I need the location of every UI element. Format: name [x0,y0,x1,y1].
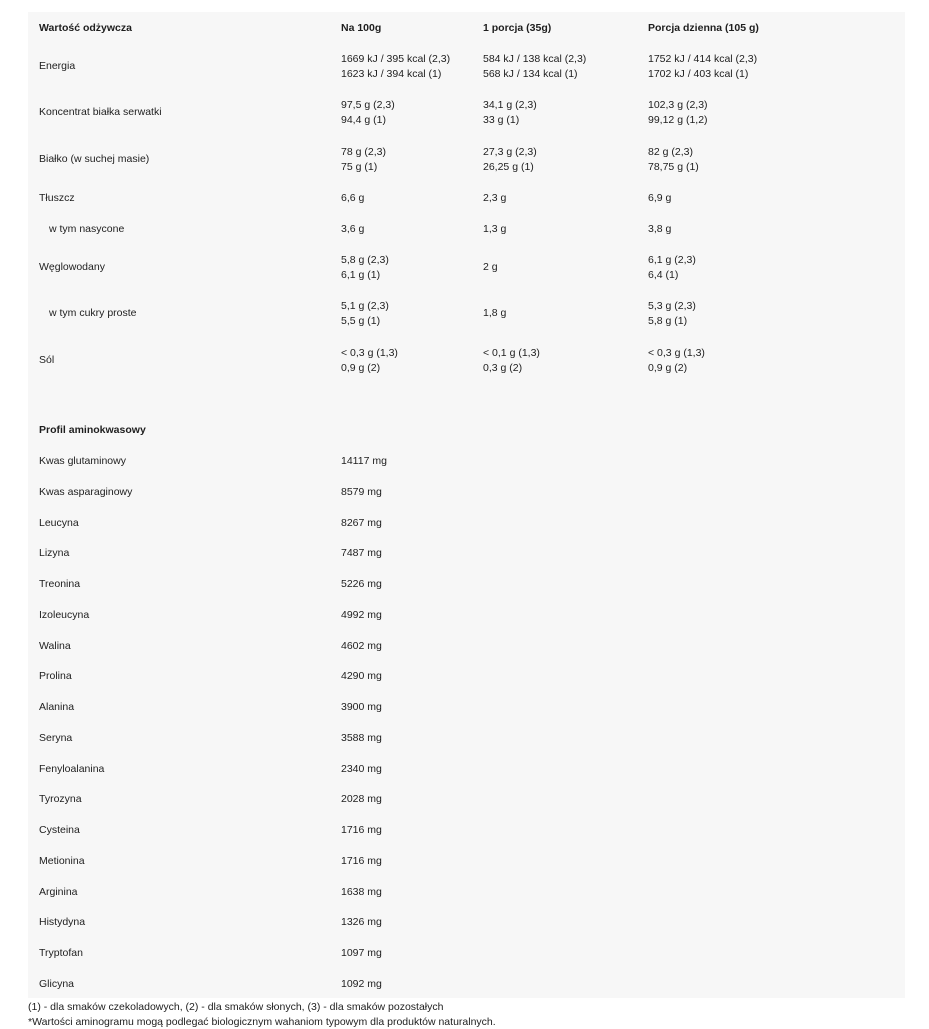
amino-title: Profil aminokwasowy [39,424,146,436]
daily-value-1: 1752 kJ / 414 kcal (2,3) [648,53,758,65]
amino-name: Histydyna [39,916,86,928]
row-label: Sól [39,354,55,366]
amino-value: 1092 mg [341,978,382,990]
per100-value-2: 5,5 g (1) [341,315,381,327]
amino-value: 7487 mg [341,547,382,559]
per100-value-1: 5,1 g (2,3) [341,300,389,312]
daily-value-2: 1702 kJ / 403 kcal (1) [648,68,749,80]
header-label: Wartość odżywcza [39,22,132,34]
amino-name: Lizyna [39,547,70,559]
portion-value-1: 27,3 g (2,3) [483,146,537,158]
daily-value-2: 0,9 g (2) [648,362,688,374]
amino-name: Tryptofan [39,947,83,959]
daily-value-1: 6,9 g [648,192,672,204]
per100-value-2: 94,4 g (1) [341,114,386,126]
amino-value: 2340 mg [341,763,382,775]
row-label: w tym cukry proste [49,307,137,319]
row-label: Białko (w suchej masie) [39,153,150,165]
amino-name: Treonina [39,578,81,590]
per100-value-2: 1623 kJ / 394 kcal (1) [341,68,442,80]
amino-value: 1326 mg [341,916,382,928]
amino-value: 4992 mg [341,609,382,621]
portion-value-1: 1,8 g [483,307,507,319]
row-label: Koncentrat białka serwatki [39,106,162,118]
row-label: w tym nasycone [49,223,125,235]
per100-value-1: 97,5 g (2,3) [341,99,395,111]
daily-value-2: 78,75 g (1) [648,161,699,173]
per100-value-1: 6,6 g [341,192,365,204]
row-label: Tłuszcz [39,192,75,204]
amino-name: Seryna [39,732,73,744]
portion-value-1: 1,3 g [483,223,507,235]
amino-name: Kwas glutaminowy [39,455,126,467]
amino-value: 1097 mg [341,947,382,959]
portion-value-2: 568 kJ / 134 kcal (1) [483,68,578,80]
amino-name: Cysteina [39,824,80,836]
portion-value-1: 2,3 g [483,192,507,204]
daily-value-1: 5,3 g (2,3) [648,300,696,312]
amino-name: Prolina [39,670,72,682]
amino-value: 3588 mg [341,732,382,744]
amino-name: Izoleucyna [39,609,90,621]
amino-value: 3900 mg [341,701,382,713]
amino-name: Arginina [39,886,78,898]
row-label: Energia [39,60,76,72]
per100-value-1: < 0,3 g (1,3) [341,347,398,359]
nutrition-panel [28,12,905,998]
amino-value: 14117 mg [341,455,387,467]
amino-name: Metionina [39,855,85,867]
daily-value-2: 6,4 (1) [648,269,679,281]
daily-value-2: 5,8 g (1) [648,315,688,327]
daily-value-1: 102,3 g (2,3) [648,99,708,111]
portion-value-1: 2 g [483,261,498,273]
row-label: Węglowodany [39,261,105,273]
amino-name: Fenyloalanina [39,763,105,775]
amino-name: Leucyna [39,517,79,529]
daily-value-1: 3,8 g [648,223,672,235]
header-daily: Porcja dzienna (105 g) [648,22,759,34]
portion-value-1: < 0,1 g (1,3) [483,347,540,359]
amino-value: 1716 mg [341,855,382,867]
header-per100: Na 100g [341,22,382,34]
amino-value: 8579 mg [341,486,382,498]
amino-name: Glicyna [39,978,75,990]
portion-value-2: 0,3 g (2) [483,362,523,374]
amino-value: 4290 mg [341,670,382,682]
amino-name: Walina [39,640,71,652]
per100-value-1: 78 g (2,3) [341,146,386,158]
amino-value: 4602 mg [341,640,382,652]
per100-value-1: 1669 kJ / 395 kcal (2,3) [341,53,451,65]
portion-value-2: 33 g (1) [483,114,520,126]
amino-name: Tyrozyna [39,793,82,805]
per100-value-2: 0,9 g (2) [341,362,381,374]
amino-value: 2028 mg [341,793,382,805]
amino-value: 1716 mg [341,824,382,836]
daily-value-2: 99,12 g (1,2) [648,114,708,126]
amino-value: 1638 mg [341,886,382,898]
per100-value-1: 3,6 g [341,223,365,235]
per100-value-1: 5,8 g (2,3) [341,254,389,266]
amino-name: Alanina [39,701,75,713]
portion-value-1: 584 kJ / 138 kcal (2,3) [483,53,587,65]
per100-value-2: 75 g (1) [341,161,378,173]
daily-value-1: 82 g (2,3) [648,146,693,158]
header-portion: 1 porcja (35g) [483,22,552,34]
footer-note: *Wartości aminogramu mogą podlegać biologicznym wahaniom typowym dla produktów naturalnych. [28,1016,496,1028]
daily-value-1: 6,1 g (2,3) [648,254,696,266]
daily-value-1: < 0,3 g (1,3) [648,347,705,359]
portion-value-1: 34,1 g (2,3) [483,99,537,111]
amino-value: 5226 mg [341,578,382,590]
footer-legend: (1) - dla smaków czekoladowych, (2) - dla smaków słonych, (3) - dla smaków pozostałych [28,1001,444,1013]
per100-value-2: 6,1 g (1) [341,269,381,281]
amino-name: Kwas asparaginowy [39,486,133,498]
amino-value: 8267 mg [341,517,382,529]
portion-value-2: 26,25 g (1) [483,161,534,173]
